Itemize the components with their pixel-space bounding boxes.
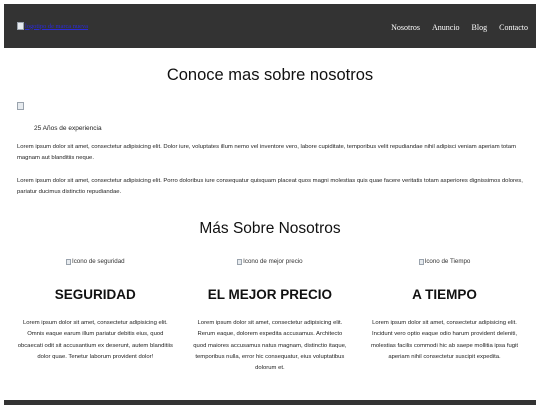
feature-title: A TIEMPO [412,287,477,302]
feature-text: Lorem ipsum dolor sit amet, consectetur adipisicing elit. Omnis eaque earum illum pariatur debitis eius, quod obcaecati odit sit accusantium ex deserunt, autem blanditiis dolor quae. Tenetur laborum provident dolor! [17,320,173,360]
feature-text: Lorem ipsum dolor sit amet, consectetur adipisicing elit. Incidunt vero optio eaque odio harum provident deleniti, molestias facilis commodi hic ab saepe mollitia ipsa fugit aperiam nihil consectetur suscipit expedita. [370,320,518,360]
more-section-title: Más Sobre Nosotros [199,220,341,237]
top-navigation-bar [4,4,536,48]
footer-bar [4,400,536,405]
nav-link-anuncio[interactable]: Anuncio [431,23,460,32]
feature-a-tiempo [357,255,532,374]
features-row [8,255,532,374]
about-paragraph-2: Lorem ipsum dolor sit amet, consectetur adipisicing elit. Porro doloribus iure consequatur quisquam placeat quos magni molestias quis quae facere veritatis totam asperiores dignissimos dolores, pariatur ducimus distinctio repudiandae. [17,178,523,195]
about-section-title: Conoce mas sobre nosotros [166,66,374,84]
nav-link-blog[interactable]: Blog [471,23,488,32]
years-experience-text: 25 Años de experiencia [34,125,102,132]
main-nav [391,23,528,32]
feature-seguridad [8,255,183,374]
broken-image-icon [419,259,424,265]
nav-link-contacto[interactable]: Contacto [499,23,528,32]
about-image-broken-icon [17,102,24,110]
best-price-icon [237,255,303,268]
security-icon [66,255,125,268]
logo-link[interactable] [17,22,88,30]
nav-link-nosotros[interactable]: Nosotros [391,23,420,32]
time-icon [419,255,471,268]
feature-mejor-precio [183,255,358,374]
broken-image-icon [237,259,242,265]
broken-image-icon [66,259,71,265]
broken-image-icon [17,22,24,30]
feature-text: Lorem ipsum dolor sit amet, consectetur adipisicing elit. Rerum eaque, dolorem expedita accusamus. Architecto quod maiores accusamus natus magnam, distinctio itaque, temporibus nulla, error hic consequatur, eius voluptatibus dolorum et. [193,320,347,372]
logo-alt-text[interactable]: logotipo de marca nueva [25,22,88,30]
about-paragraph-1: Lorem ipsum dolor sit amet, consectetur adipisicing elit. Dolor iure, voluptates illum nemo vel inventore vero, labore cupiditate, temporibus velit repudiandae nihil adipisci veniam aperiam totam magnam aut blanditiis neque. [17,144,516,161]
feature-title: SEGURIDAD [54,287,136,302]
feature-title: EL MEJOR PRECIO [207,287,333,302]
best-price-icon-alt: Icono de mejor precio [243,258,303,265]
security-icon-alt: Icono de seguridad [71,258,125,265]
time-icon-alt: Icono de Tiempo [424,258,471,265]
